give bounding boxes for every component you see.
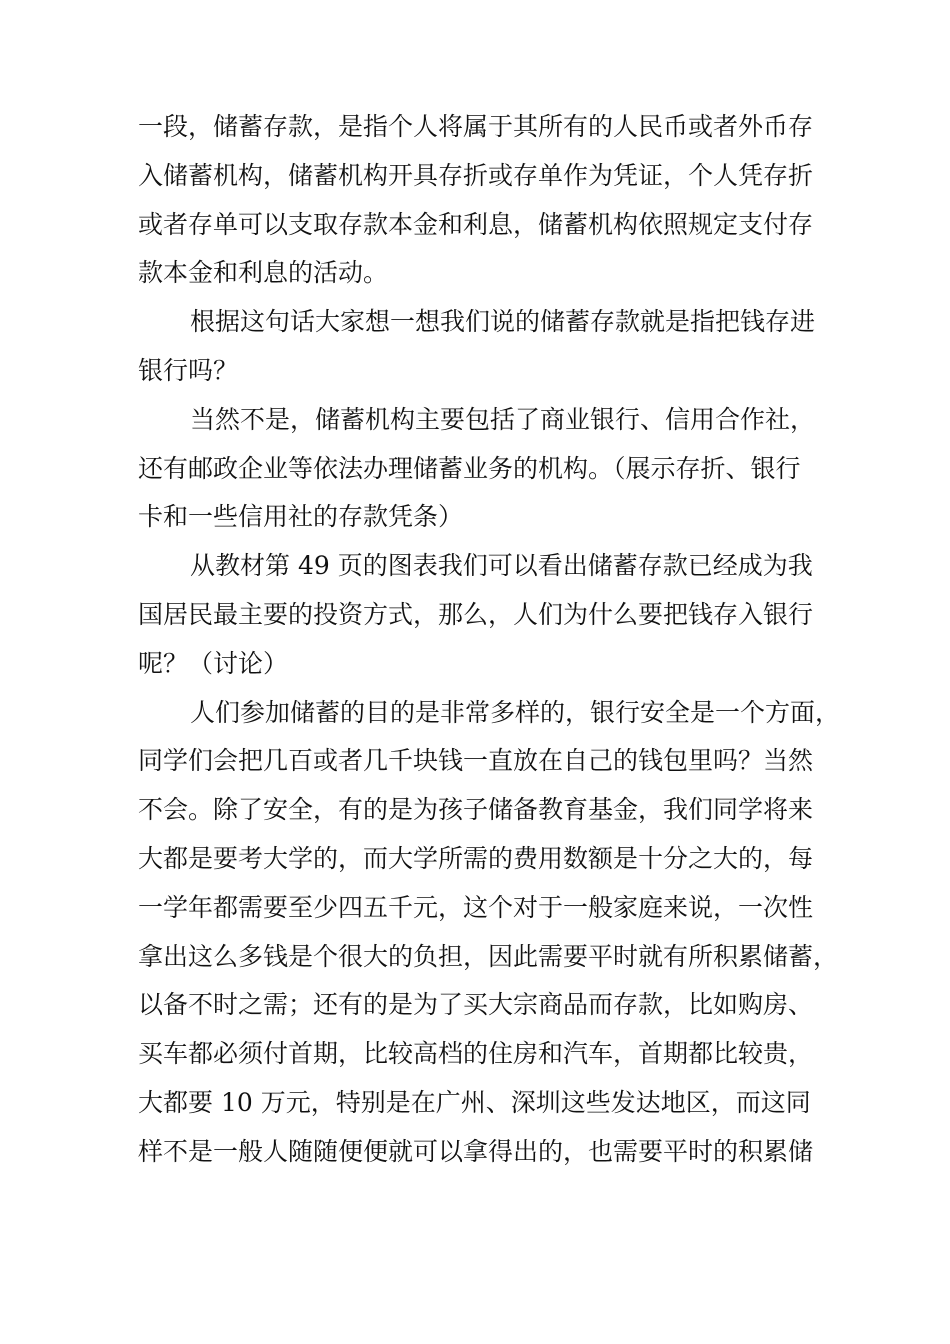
- text-line: 银行吗？: [138, 355, 239, 385]
- paragraph-4: [138, 542, 838, 688]
- text-line: 拿出这么多钱是个很大的负担，因此需要平时就有所积累储蓄，: [138, 941, 839, 971]
- text-line: 当然不是，储蓄机构主要包括了商业银行、信用合作社，: [190, 404, 816, 434]
- paragraph-2: [138, 298, 838, 396]
- text-line: 根据这句话大家想一想我们说的储蓄存款就是指把钱存进: [190, 307, 816, 337]
- text-line: 或者存单可以支取存款本金和利息，储蓄机构依照规定支付存: [138, 209, 814, 239]
- text-line: 入储蓄机构，储蓄机构开具存折或存单作为凭证，个人凭存折: [138, 160, 814, 190]
- text-line: 款本金和利息的活动。: [138, 258, 389, 288]
- paragraph-1: [138, 103, 838, 298]
- text-line: 一段，储蓄存款，是指个人将属于其所有的人民币或者外币存: [138, 112, 814, 141]
- document-body: [138, 103, 841, 1177]
- text-line: 同学们会把几百或者几千块钱一直放在自己的钱包里吗？当然: [138, 746, 814, 776]
- paragraph-3: [138, 396, 838, 542]
- text-line: 样不是一般人随随便便就可以拿得出的，也需要平时的积累储: [138, 1136, 814, 1166]
- text-line: 从教材第 49 页的图表我们可以看出储蓄存款已经成为我: [190, 551, 813, 581]
- text-line: 国居民最主要的投资方式，那么，人们为什么要把钱存入银行: [138, 599, 814, 629]
- text-line: 还有邮政企业等依法办理储蓄业务的机构。（展示存折、银行: [138, 453, 801, 483]
- text-line: 卡和一些信用社的存款凭条）: [138, 502, 464, 532]
- paragraph-5: [138, 689, 841, 1177]
- text-line: 以备不时之需；还有的是为了买大宗商品而存款，比如购房、: [138, 990, 814, 1020]
- text-line: 大都是要考大学的，而大学所需的费用数额是十分之大的，每: [138, 843, 814, 873]
- text-line: 买车都必须付首期，比较高档的住房和汽车，首期都比较贵，: [138, 1039, 814, 1069]
- text-line: 不会。除了安全，有的是为孩子储备教育基金，我们同学将来: [138, 795, 814, 825]
- text-line: 呢？（讨论）: [138, 648, 289, 678]
- text-line: 大都要 10 万元，特别是在广州、深圳这些发达地区，而这同: [138, 1087, 811, 1117]
- text-line: 一学年都需要至少四五千元，这个对于一般家庭来说，一次性: [138, 892, 814, 922]
- text-line: 人们参加储蓄的目的是非常多样的，银行安全是一个方面，: [190, 697, 841, 727]
